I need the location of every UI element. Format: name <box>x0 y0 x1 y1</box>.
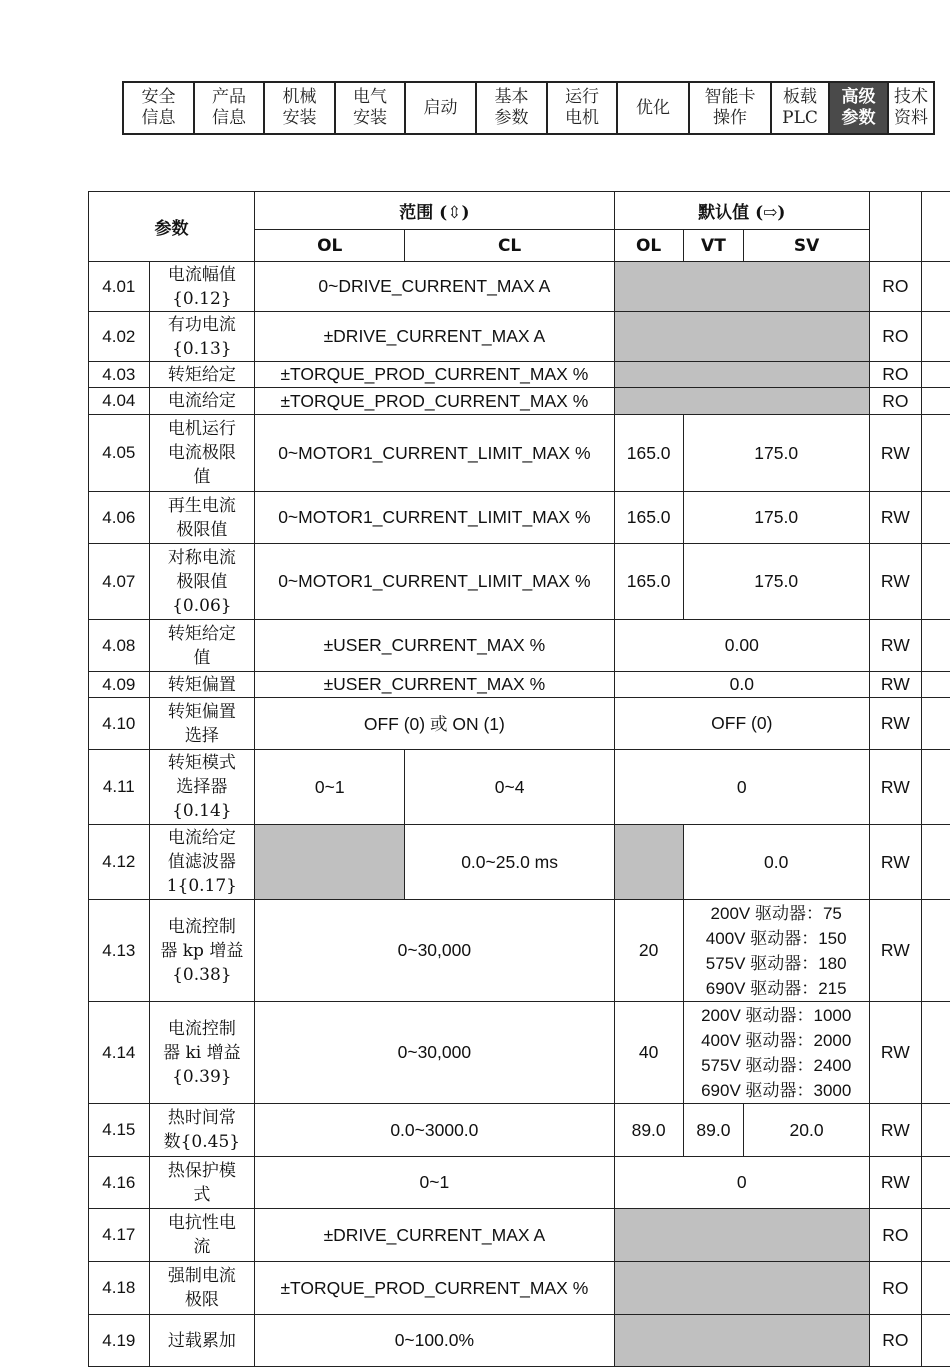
param-range: ±USER_CURRENT_MAX % <box>255 672 615 698</box>
table-row <box>89 544 950 620</box>
parameter-table <box>88 191 950 1367</box>
param-range: 0~1 <box>255 1157 615 1209</box>
param-access: RW <box>869 1002 921 1104</box>
param-name: 电流幅值 {0.12} <box>149 262 254 312</box>
param-default-cl: 175.0 <box>683 492 869 544</box>
param-default-ol: 20 <box>614 900 683 1002</box>
param-range: ±TORQUE_PROD_CURRENT_MAX % <box>255 362 615 388</box>
param-name: 转矩给定 值 <box>149 620 254 672</box>
table-row <box>89 262 950 312</box>
nav-tab-advanced-params[interactable]: 高级 参数 <box>829 82 888 134</box>
param-access: RW <box>869 672 921 698</box>
param-default: 0.00 <box>614 620 869 672</box>
param-range: OFF (0) 或 ON (1) <box>255 698 615 750</box>
param-default-empty <box>614 1315 869 1367</box>
param-default: 0 <box>614 1157 869 1209</box>
param-default-empty <box>614 1209 869 1262</box>
header-default: 默认值 (⇨) <box>614 192 869 230</box>
table-row <box>89 750 950 825</box>
param-range-cl: 0~4 <box>405 750 614 825</box>
param-default-sv: 20.0 <box>744 1104 870 1157</box>
table-row <box>89 672 950 698</box>
param-number: 4.06 <box>89 492 150 544</box>
param-access: RO <box>869 1209 921 1262</box>
param-access: RO <box>869 388 921 415</box>
param-default-ol: 165.0 <box>614 492 683 544</box>
param-range: 0~DRIVE_CURRENT_MAX A <box>255 262 615 312</box>
param-number: 4.18 <box>89 1262 150 1315</box>
param-name: 电流控制 器 ki 增益 {0.39} <box>149 1002 254 1104</box>
param-range: ±DRIVE_CURRENT_MAX A <box>255 312 615 362</box>
param-default-cl: 200V 驱动器：75 400V 驱动器：150 575V 驱动器：180 690V 驱动器：215 <box>683 900 869 1002</box>
nav-tab-mechanical[interactable]: 机械 安装 <box>264 82 335 134</box>
param-default-cl: 175.0 <box>683 415 869 492</box>
table-row <box>89 388 950 415</box>
table-row <box>89 825 950 900</box>
param-range: ±DRIVE_CURRENT_MAX A <box>255 1209 615 1262</box>
nav-tab-basic-params[interactable]: 基本 参数 <box>476 82 547 134</box>
table-row <box>89 900 950 1002</box>
param-default: 0.0 <box>614 672 869 698</box>
nav-tab-run-motor[interactable]: 运行 电机 <box>547 82 617 134</box>
param-default-cl: 175.0 <box>683 544 869 620</box>
param-range: ±TORQUE_PROD_CURRENT_MAX % <box>255 1262 615 1315</box>
table-row <box>89 1104 950 1157</box>
param-access: RW <box>869 900 921 1002</box>
table-row <box>89 698 950 750</box>
param-number: 4.08 <box>89 620 150 672</box>
param-default-ol: 165.0 <box>614 415 683 492</box>
param-name: 转矩偏置 选择 <box>149 698 254 750</box>
param-number: 4.17 <box>89 1209 150 1262</box>
param-name: 电流控制 器 kp 增益 {0.38} <box>149 900 254 1002</box>
nav-tab-optimize[interactable]: 优化 <box>617 82 689 134</box>
param-access: RO <box>869 362 921 388</box>
param-range-cl: 0.0~25.0 ms <box>405 825 614 900</box>
param-default-vt: 89.0 <box>683 1104 744 1157</box>
param-number: 4.13 <box>89 900 150 1002</box>
param-name: 强制电流 极限 <box>149 1262 254 1315</box>
param-access: RW <box>869 620 921 672</box>
param-range: 0~30,000 <box>255 1002 615 1104</box>
param-name: 电流给定 值滤波器 1{0.17} <box>149 825 254 900</box>
param-range: 0~30,000 <box>255 900 615 1002</box>
header-access <box>869 192 921 262</box>
header-range-cl: CL <box>405 230 614 262</box>
param-name: 转矩偏置 <box>149 672 254 698</box>
param-name: 转矩给定 <box>149 362 254 388</box>
header-range-ol: OL <box>255 230 405 262</box>
param-name: 对称电流 极限值 {0.06} <box>149 544 254 620</box>
header-param: 参数 <box>89 192 255 262</box>
header-extra <box>921 192 950 262</box>
param-default-ol: 89.0 <box>614 1104 683 1157</box>
param-default: 0 <box>614 750 869 825</box>
param-number: 4.19 <box>89 1315 150 1367</box>
param-default-cl: 200V 驱动器：1000 400V 驱动器：2000 575V 驱动器：2400 690V 驱动器：3000 <box>683 1002 869 1104</box>
param-number: 4.12 <box>89 825 150 900</box>
table-row <box>89 1157 950 1209</box>
param-range: 0~MOTOR1_CURRENT_LIMIT_MAX % <box>255 544 615 620</box>
param-access: RW <box>869 750 921 825</box>
param-number: 4.14 <box>89 1002 150 1104</box>
nav-tab-electrical[interactable]: 电气 安装 <box>335 82 405 134</box>
param-range-ol: 0~1 <box>255 750 405 825</box>
param-range: 0.0~3000.0 <box>255 1104 615 1157</box>
param-access: RO <box>869 262 921 312</box>
header-default-sv: SV <box>744 230 870 262</box>
param-range: 0~MOTOR1_CURRENT_LIMIT_MAX % <box>255 492 615 544</box>
table-row <box>89 362 950 388</box>
param-access: RW <box>869 415 921 492</box>
table-row <box>89 620 950 672</box>
param-number: 4.09 <box>89 672 150 698</box>
param-access: RO <box>869 1315 921 1367</box>
param-number: 4.01 <box>89 262 150 312</box>
nav-tab-product-info[interactable]: 产品 信息 <box>194 82 264 134</box>
param-default: OFF (0) <box>614 698 869 750</box>
table-row <box>89 492 950 544</box>
nav-tab-smartcard[interactable]: 智能卡 操作 <box>689 82 771 134</box>
param-access: RW <box>869 698 921 750</box>
table-row <box>89 1262 950 1315</box>
param-name: 热保护模 式 <box>149 1157 254 1209</box>
nav-tab-safety[interactable]: 安全 信息 <box>123 82 194 134</box>
param-number: 4.03 <box>89 362 150 388</box>
param-default-empty <box>614 262 869 312</box>
param-default-empty <box>614 362 869 388</box>
param-access: RW <box>869 1104 921 1157</box>
param-default-empty <box>614 312 869 362</box>
param-name: 转矩模式 选择器 {0.14} <box>149 750 254 825</box>
chapter-nav <box>122 81 935 135</box>
param-name: 热时间常 数{0.45} <box>149 1104 254 1157</box>
param-access: RW <box>869 825 921 900</box>
header-default-vt: VT <box>683 230 744 262</box>
param-number: 4.04 <box>89 388 150 415</box>
param-access: RO <box>869 1262 921 1315</box>
param-access: RW <box>869 492 921 544</box>
param-number: 4.02 <box>89 312 150 362</box>
param-access: RW <box>869 544 921 620</box>
table-row <box>89 1209 950 1262</box>
param-range: 0~100.0% <box>255 1315 615 1367</box>
param-name: 过载累加 <box>149 1315 254 1367</box>
param-default-empty <box>614 1262 869 1315</box>
param-default-ol: 40 <box>614 1002 683 1104</box>
param-default-ol: 165.0 <box>614 544 683 620</box>
param-range: 0~MOTOR1_CURRENT_LIMIT_MAX % <box>255 415 615 492</box>
param-default-empty <box>614 388 869 415</box>
header-range: 范围 (⇳) <box>255 192 615 230</box>
param-default-ol-empty <box>614 825 683 900</box>
nav-tab-tech-data[interactable]: 技术 资料 <box>888 82 934 134</box>
param-range: ±TORQUE_PROD_CURRENT_MAX % <box>255 388 615 415</box>
param-range-ol-empty <box>255 825 405 900</box>
param-number: 4.16 <box>89 1157 150 1209</box>
param-number: 4.05 <box>89 415 150 492</box>
param-name: 电机运行 电流极限 值 <box>149 415 254 492</box>
table-row <box>89 312 950 362</box>
param-name: 电抗性电 流 <box>149 1209 254 1262</box>
table-row <box>89 1315 950 1367</box>
param-number: 4.15 <box>89 1104 150 1157</box>
header-default-ol: OL <box>614 230 683 262</box>
table-row <box>89 415 950 492</box>
param-name: 有功电流 {0.13} <box>149 312 254 362</box>
param-number: 4.07 <box>89 544 150 620</box>
table-row <box>89 1002 950 1104</box>
param-default-cl: 0.0 <box>683 825 869 900</box>
param-name: 再生电流 极限值 <box>149 492 254 544</box>
nav-tab-startup[interactable]: 启动 <box>405 82 476 134</box>
param-access: RW <box>869 1157 921 1209</box>
param-range: ±USER_CURRENT_MAX % <box>255 620 615 672</box>
param-name: 电流给定 <box>149 388 254 415</box>
param-number: 4.10 <box>89 698 150 750</box>
param-access: RO <box>869 312 921 362</box>
nav-tab-onboard-plc[interactable]: 板载 PLC <box>771 82 829 134</box>
param-number: 4.11 <box>89 750 150 825</box>
